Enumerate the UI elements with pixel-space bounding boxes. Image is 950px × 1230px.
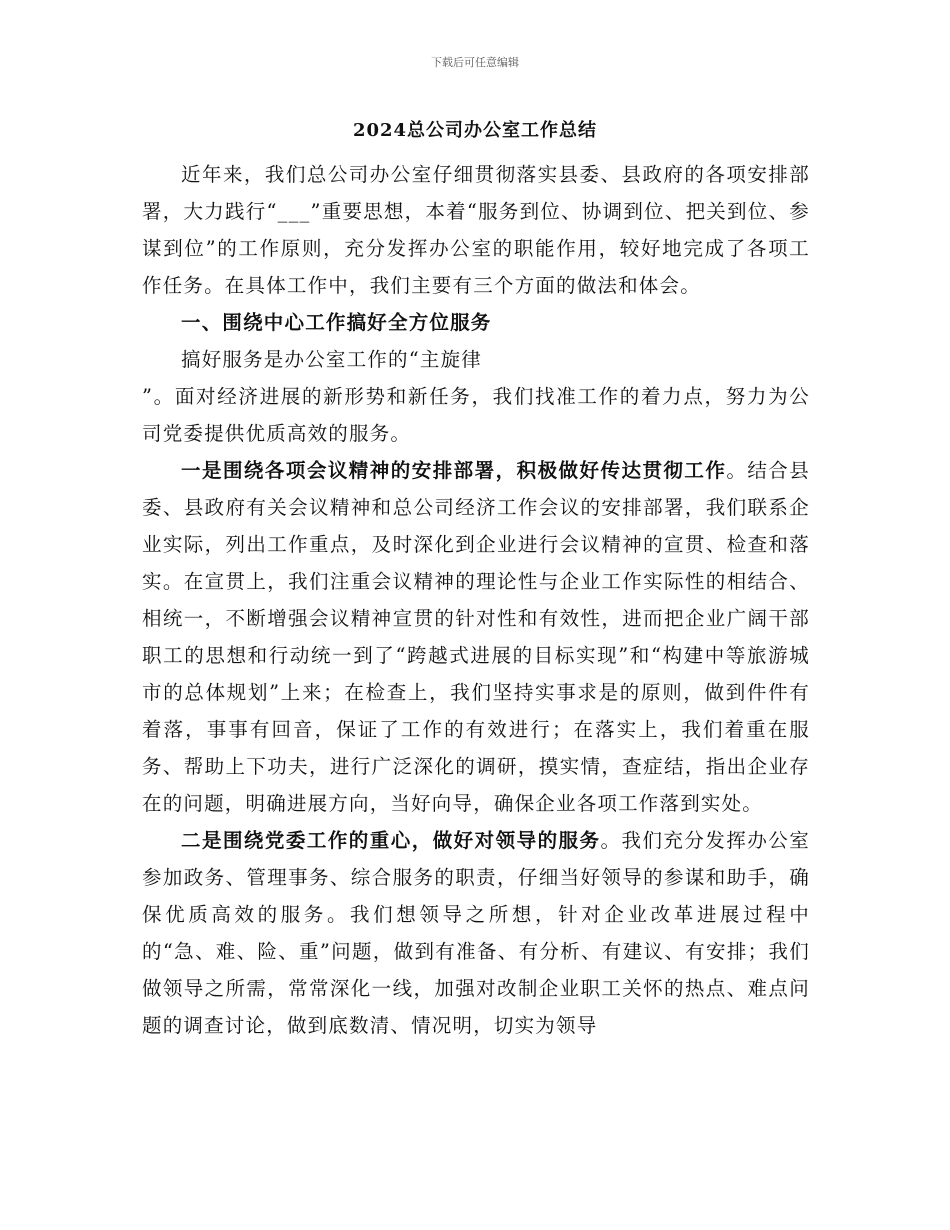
section1-paragraph-b: ”。面对经济进展的新形势和新任务，我们找准工作的着力点，努力为公司党委提供优质高效的服务。 (142, 385, 810, 445)
item1-lead: 一是围绕各项会议精神的安排部署，积极做好传达贯彻工作 (181, 459, 727, 482)
item2-lead: 二是围绕党委工作的重心，做好对领导的服务 (181, 829, 601, 852)
intro-paragraph: 近年来，我们总公司办公室仔细贯彻落实县委、县政府的各项安排部署，大力践行“___”重要思想，本着“服务到位、协调到位、把关到位、参谋到位”的工作原则，充分发挥办公室的职能作用，较好地完成了各项工作任务。在具体工作中，我们主要有三个方面的做法和体会。 (142, 163, 810, 297)
item2-paragraph (142, 822, 810, 1044)
section-heading-1: 一、围绕中心工作搞好全方位服务 (181, 311, 492, 334)
section1-paragraph-a: 搞好服务是办公室工作的“主旋律 (181, 348, 482, 371)
item1-paragraph (142, 452, 810, 822)
document-body (142, 156, 810, 1044)
header-watermark: 下载后可任意编辑 (431, 56, 519, 69)
item1-text: 。结合县委、县政府有关会议精神和总公司经济工作会议的安排部署，我们联系企业实际，列出工作重点，及时深化到企业进行会议精神的宣贯、检查和落实。在宣贯上，我们注重会议精神的理论性与企业工作实际性的相结合、相统一，不断增强会议精神宣贯的针对性和有效性，进而把企业广阔干部职工的思想和行动统一到了“跨越式进展的目标实现”和“构建中等旅游城市的总体规划”上来；在检查上，我们坚持实事求是的原则，做到件件有着落，事事有回音，保证了工作的有效进行；在落实上，我们着重在服务、帮助上下功夫，进行广泛深化的调研，摸实情，查症结，指出企业存在的问题，明确进展方向，当好向导，确保企业各项工作落到实处。 (142, 459, 810, 815)
item2-text: 。我们充分发挥办公室参加政务、管理事务、综合服务的职责，仔细当好领导的参谋和助手，确保优质高效的服务。我们想领导之所想，针对企业改革进展过程中的“急、难、险、重”问题，做到有准备、有分析、有建议、有安排；我们做领导之所需，常常深化一线，加强对改制企业职工关怀的热点、难点问题的调查讨论，做到底数清、情况明，切实为领导 (142, 829, 810, 1037)
document-title: 2024总公司办公室工作总结 (352, 120, 598, 141)
